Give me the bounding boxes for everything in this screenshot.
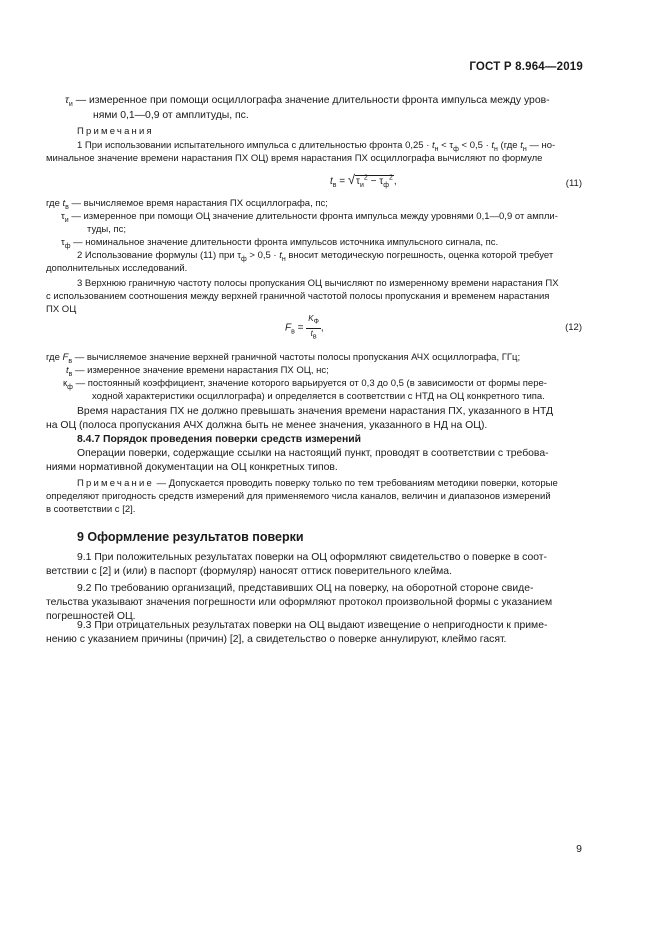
note-1-line-2: минальное значение времени нарастания ПХ ОЦ) время нарастания ПХ осциллографа вычисляют по формуле (46, 153, 543, 164)
notes-title: Примечания (77, 126, 154, 137)
subsection-847-heading: 8.4.7 Порядок проведения поверки средств измерений (77, 434, 362, 445)
para-9-2-line-1: 9.2 По требованию организаций, представивших ОЦ на поверку, на оборотной стороне свиде- (77, 583, 534, 594)
note-3-line-2: с использованием соотношения между верхней граничной частотой полосы пропускания и временем нарастания (46, 291, 550, 302)
definition-tau-i-cont: нями 0,1—0,9 от амплитуды, пс. (93, 110, 249, 121)
note-3-line-1: 3 Верхнюю граничную частоту полосы пропускания ОЦ вычисляют по измеренному времени нарастания ПХ (77, 278, 559, 289)
definition-tau-i-2-cont: туды, пс; (87, 224, 127, 235)
definition-tv-2: $t_в$ — измеренное значение времени нарастания ПХ ОЦ, нс; (66, 365, 329, 378)
para-9-1-line-2: ветствии с [2] и (или) в паспорт (формуляр) наносят оттиск поверительного клейма. (46, 566, 452, 577)
definition-tv: где $t_в$ — вычисляемое время нарастания ПХ осциллографа, пс; (46, 198, 328, 211)
definition-kf-cont: ходной характеристики осциллографа) и определяется в соответствии с НТД на ОЦ конкретного типа. (92, 391, 545, 402)
para-rise-time-line-1: Время нарастания ПХ не должно превышать значения времени нарастания ПХ, указанного в НТД (77, 406, 553, 417)
formula-12: $F_в$ = $\frac{K_Ф}{t_в}$ , (285, 314, 324, 341)
formula-11-number: (11) (565, 178, 582, 189)
para-9-3-line-2: нению с указанием причины (причин) [2], а свидетельство о поверке аннулируют, клеймо гасят. (46, 634, 507, 645)
formula-12-number: (12) (565, 322, 582, 333)
para-rise-time-line-2: на ОЦ (полоса пропускания АЧХ должна быть не менее значения, указанного в НД на ОЦ). (46, 420, 488, 431)
formula-11: $t_в = √\tau_и^2 - \tau_ф^2$, (330, 172, 397, 189)
subsection-847-line-2: ниями нормативной документации на ОЦ конкретных типов. (46, 462, 338, 473)
para-9-3-line-1: 9.3 При отрицательных результатах поверки на ОЦ выдают извещение о непригодности к приме- (77, 620, 548, 631)
page-number: 9 (576, 843, 582, 855)
definition-fv: где $F_в$ — вычисляемое значение верхней граничной частоты полосы пропускания АЧХ осциллографа, ГГц; (46, 352, 521, 365)
section-9-heading: 9 Оформление результатов поверки (77, 530, 304, 544)
document-id: ГОСТ Р 8.964—2019 (469, 61, 583, 73)
note-2-line-2: дополнительных исследований. (46, 263, 188, 274)
definition-tau-i: $\tau_и$ — измеренное при помощи осциллографа значение длительности фронта импульса между уров- (65, 95, 550, 109)
note-1-line-1: 1 При использовании испытательного импульса с длительностью фронта $0,25 \cdot t_н < \tau_ф < 0,5 \cdot t_н$ (где $t_н$ — но- (77, 140, 556, 153)
note-847-line-1: Примечание — Допускается проводить поверку только по тем требованиям методики поверки, которые (77, 478, 558, 489)
subsection-847-line-1: Операции поверки, содержащие ссылки на настоящий пункт, проводят в соответствии с требова- (77, 448, 549, 459)
para-9-2-line-2: тельства указывают значения погрешности или оформляют протокол произвольной формы с указанием (46, 597, 553, 608)
note-2-line-1: 2 Использование формулы (11) при $\tau_ф > 0,5 \cdot t_н$ вносит методическую погрешность, оценка которой требует (77, 250, 554, 263)
para-9-2-line-3: погрешностей ОЦ. (46, 611, 136, 622)
note-847-line-3: в соответствии с [2]. (46, 504, 136, 515)
definition-tau-f: $\tau_ф$ — номинальное значение длительности фронта импульсов источника импульсного сигнала, пс. (61, 237, 499, 250)
definition-tau-i-2: $\tau_и$ — измеренное при помощи ОЦ значение длительности фронта импульса между уровнями 0,1—0,9 от ампли- (61, 211, 558, 224)
para-9-1-line-1: 9.1 При положительных результатах поверки на ОЦ оформляют свидетельство о поверке в соот- (77, 552, 547, 563)
note-847-line-2: определяют пригодность средств измерений для применяемого числа каналов, величин и диапазонов измерений (46, 491, 551, 502)
note-3-line-3: ПХ ОЦ (46, 304, 77, 315)
definition-kf: $к_ф$ — постоянный коэффициент, значение которого варьируется от 0,3 до 0,5 (в зависимости от формы пере- (63, 378, 547, 391)
